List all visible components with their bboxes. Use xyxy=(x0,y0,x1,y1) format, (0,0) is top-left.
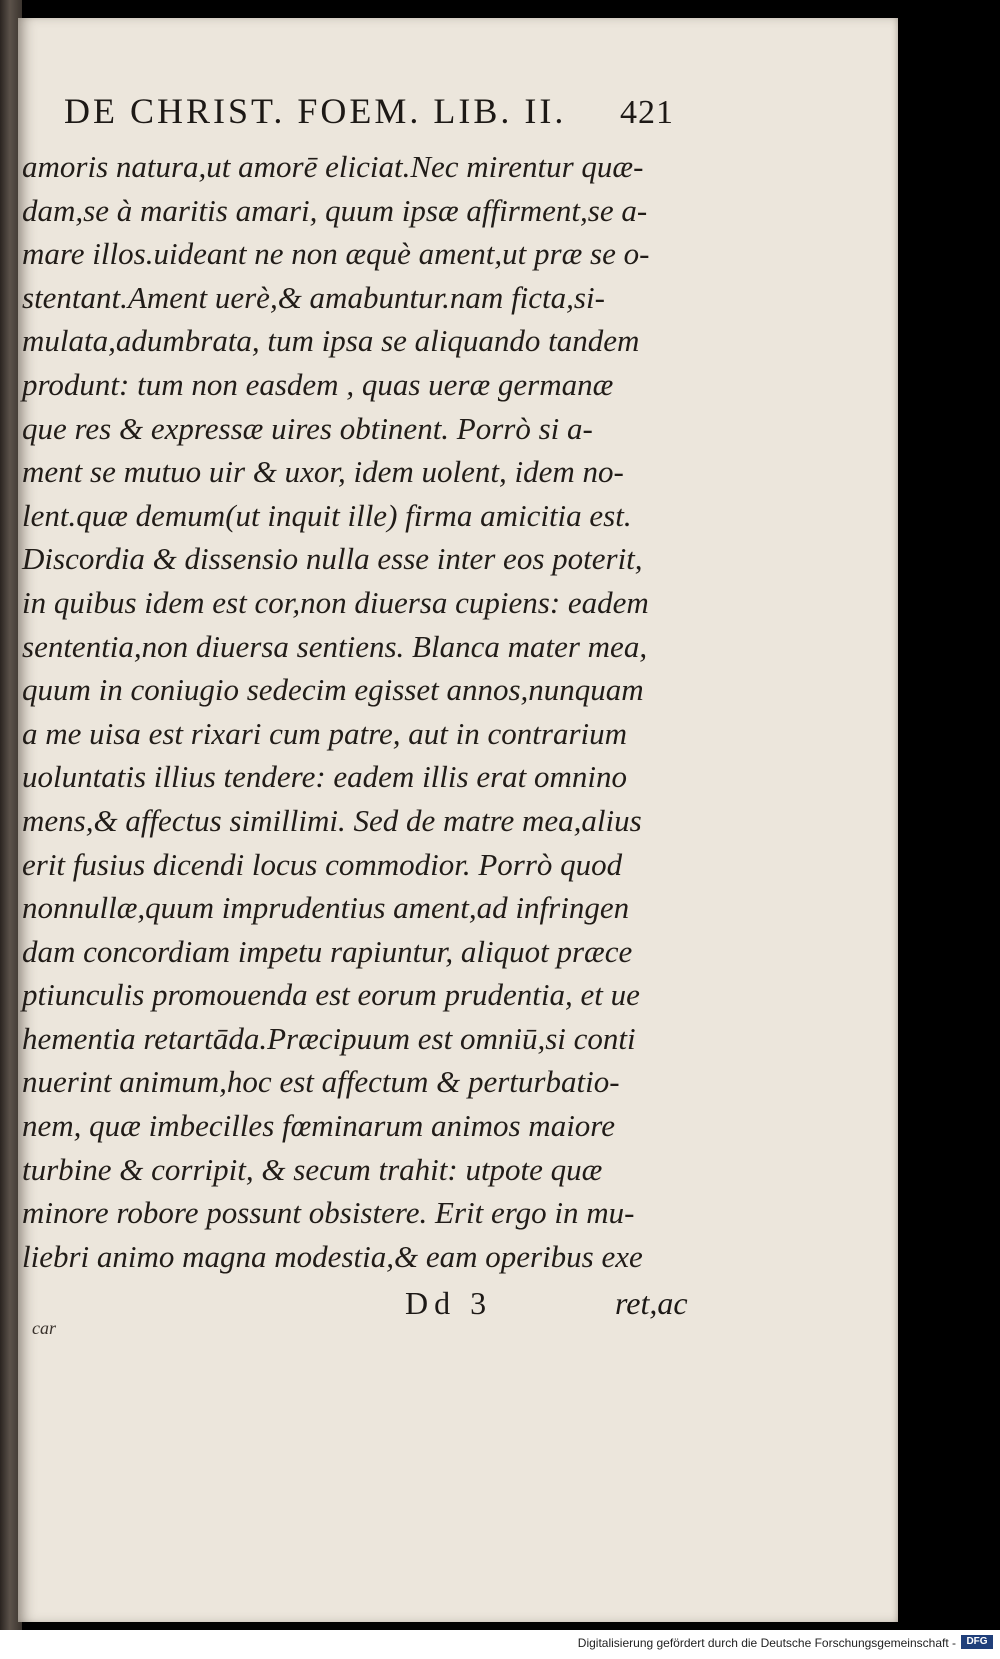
text-line: produnt: tum non easdem , quas ueræ germanæ xyxy=(22,366,614,402)
text-line: nonnullæ,quum imprudentius ament,ad infringen xyxy=(22,890,630,926)
text-line: Discordia & dissensio nulla esse inter eos poterit, xyxy=(22,541,643,577)
text-line: quum in coniugio sedecim egisset annos,nunquam xyxy=(22,672,644,708)
text-line: nem, quæ imbecilles fœminarum animos maiore xyxy=(22,1108,615,1144)
text-line: amoris natura,ut amorē eliciat.Nec mirentur quæ- xyxy=(22,149,644,184)
text-line: dam concordiam impetu rapiuntur, aliquot præce xyxy=(22,933,633,969)
text-line: turbine & corripit, & secum trahit: utpote quæ xyxy=(22,1151,603,1187)
text-line: nuerint animum,hoc est affectum & perturbatio- xyxy=(22,1064,620,1100)
text-line: minore robore possunt obsistere. Erit ergo in mu- xyxy=(22,1195,635,1231)
text-line: liebri animo magna modestia,& eam operibus exe xyxy=(22,1238,643,1274)
text-line: stentant.Ament uerè,& amabuntur.nam ficta,si- xyxy=(22,279,605,315)
text-line: mens,& affectus simillimi. Sed de matre mea,alius xyxy=(22,802,642,838)
text-line: ment se mutuo uir & uxor, idem uolent, idem no- xyxy=(22,454,624,490)
text-line: erit fusius dicendi locus commodior. Porrò quod xyxy=(22,846,623,882)
catchword: ret,ac xyxy=(615,1285,688,1321)
text-line: lent.quæ demum(ut inquit ille) firma amicitia est. xyxy=(22,497,632,533)
signature-mark: Dd 3 xyxy=(405,1285,493,1321)
running-header xyxy=(64,90,674,132)
text-line: que res & expressæ uires obtinent. Porrò si a- xyxy=(22,410,593,446)
digitization-credit: Digitalisierung gefördert durch die Deutsche Forschungsgemeinschaft - xyxy=(577,1636,956,1650)
stray-marks: car xyxy=(32,1318,56,1338)
text-line: a me uisa est rixari cum patre, aut in contrarium xyxy=(22,715,628,751)
text-line: ptiunculis promouenda est eorum prudentia, et ue xyxy=(22,977,640,1013)
text-line: dam,se à maritis amari, quum ipsæ affirment,se a- xyxy=(22,192,648,228)
text-line: mulata,adumbrata, tum ipsa se aliquando tandem xyxy=(22,323,640,359)
text-line: uoluntatis illius tendere: eadem illis erat omnino xyxy=(22,759,628,795)
dfg-logo-icon: DFG xyxy=(961,1635,993,1649)
running-title: DE CHRIST. FOEM. LIB. II. xyxy=(64,91,567,131)
text-line: in quibus idem est cor,non diuersa cupiens: eadem xyxy=(22,584,649,620)
body-text xyxy=(22,145,682,1278)
folio-number: 421 xyxy=(620,94,674,131)
text-line: sententia,non diuersa sentiens. Blanca mater mea, xyxy=(22,628,648,664)
text-line: hementia retartāda.Præcipuum est omniū,si conti xyxy=(22,1020,636,1056)
text-line: mare illos.uideant ne non æquè ament,ut præ se o- xyxy=(22,236,650,272)
